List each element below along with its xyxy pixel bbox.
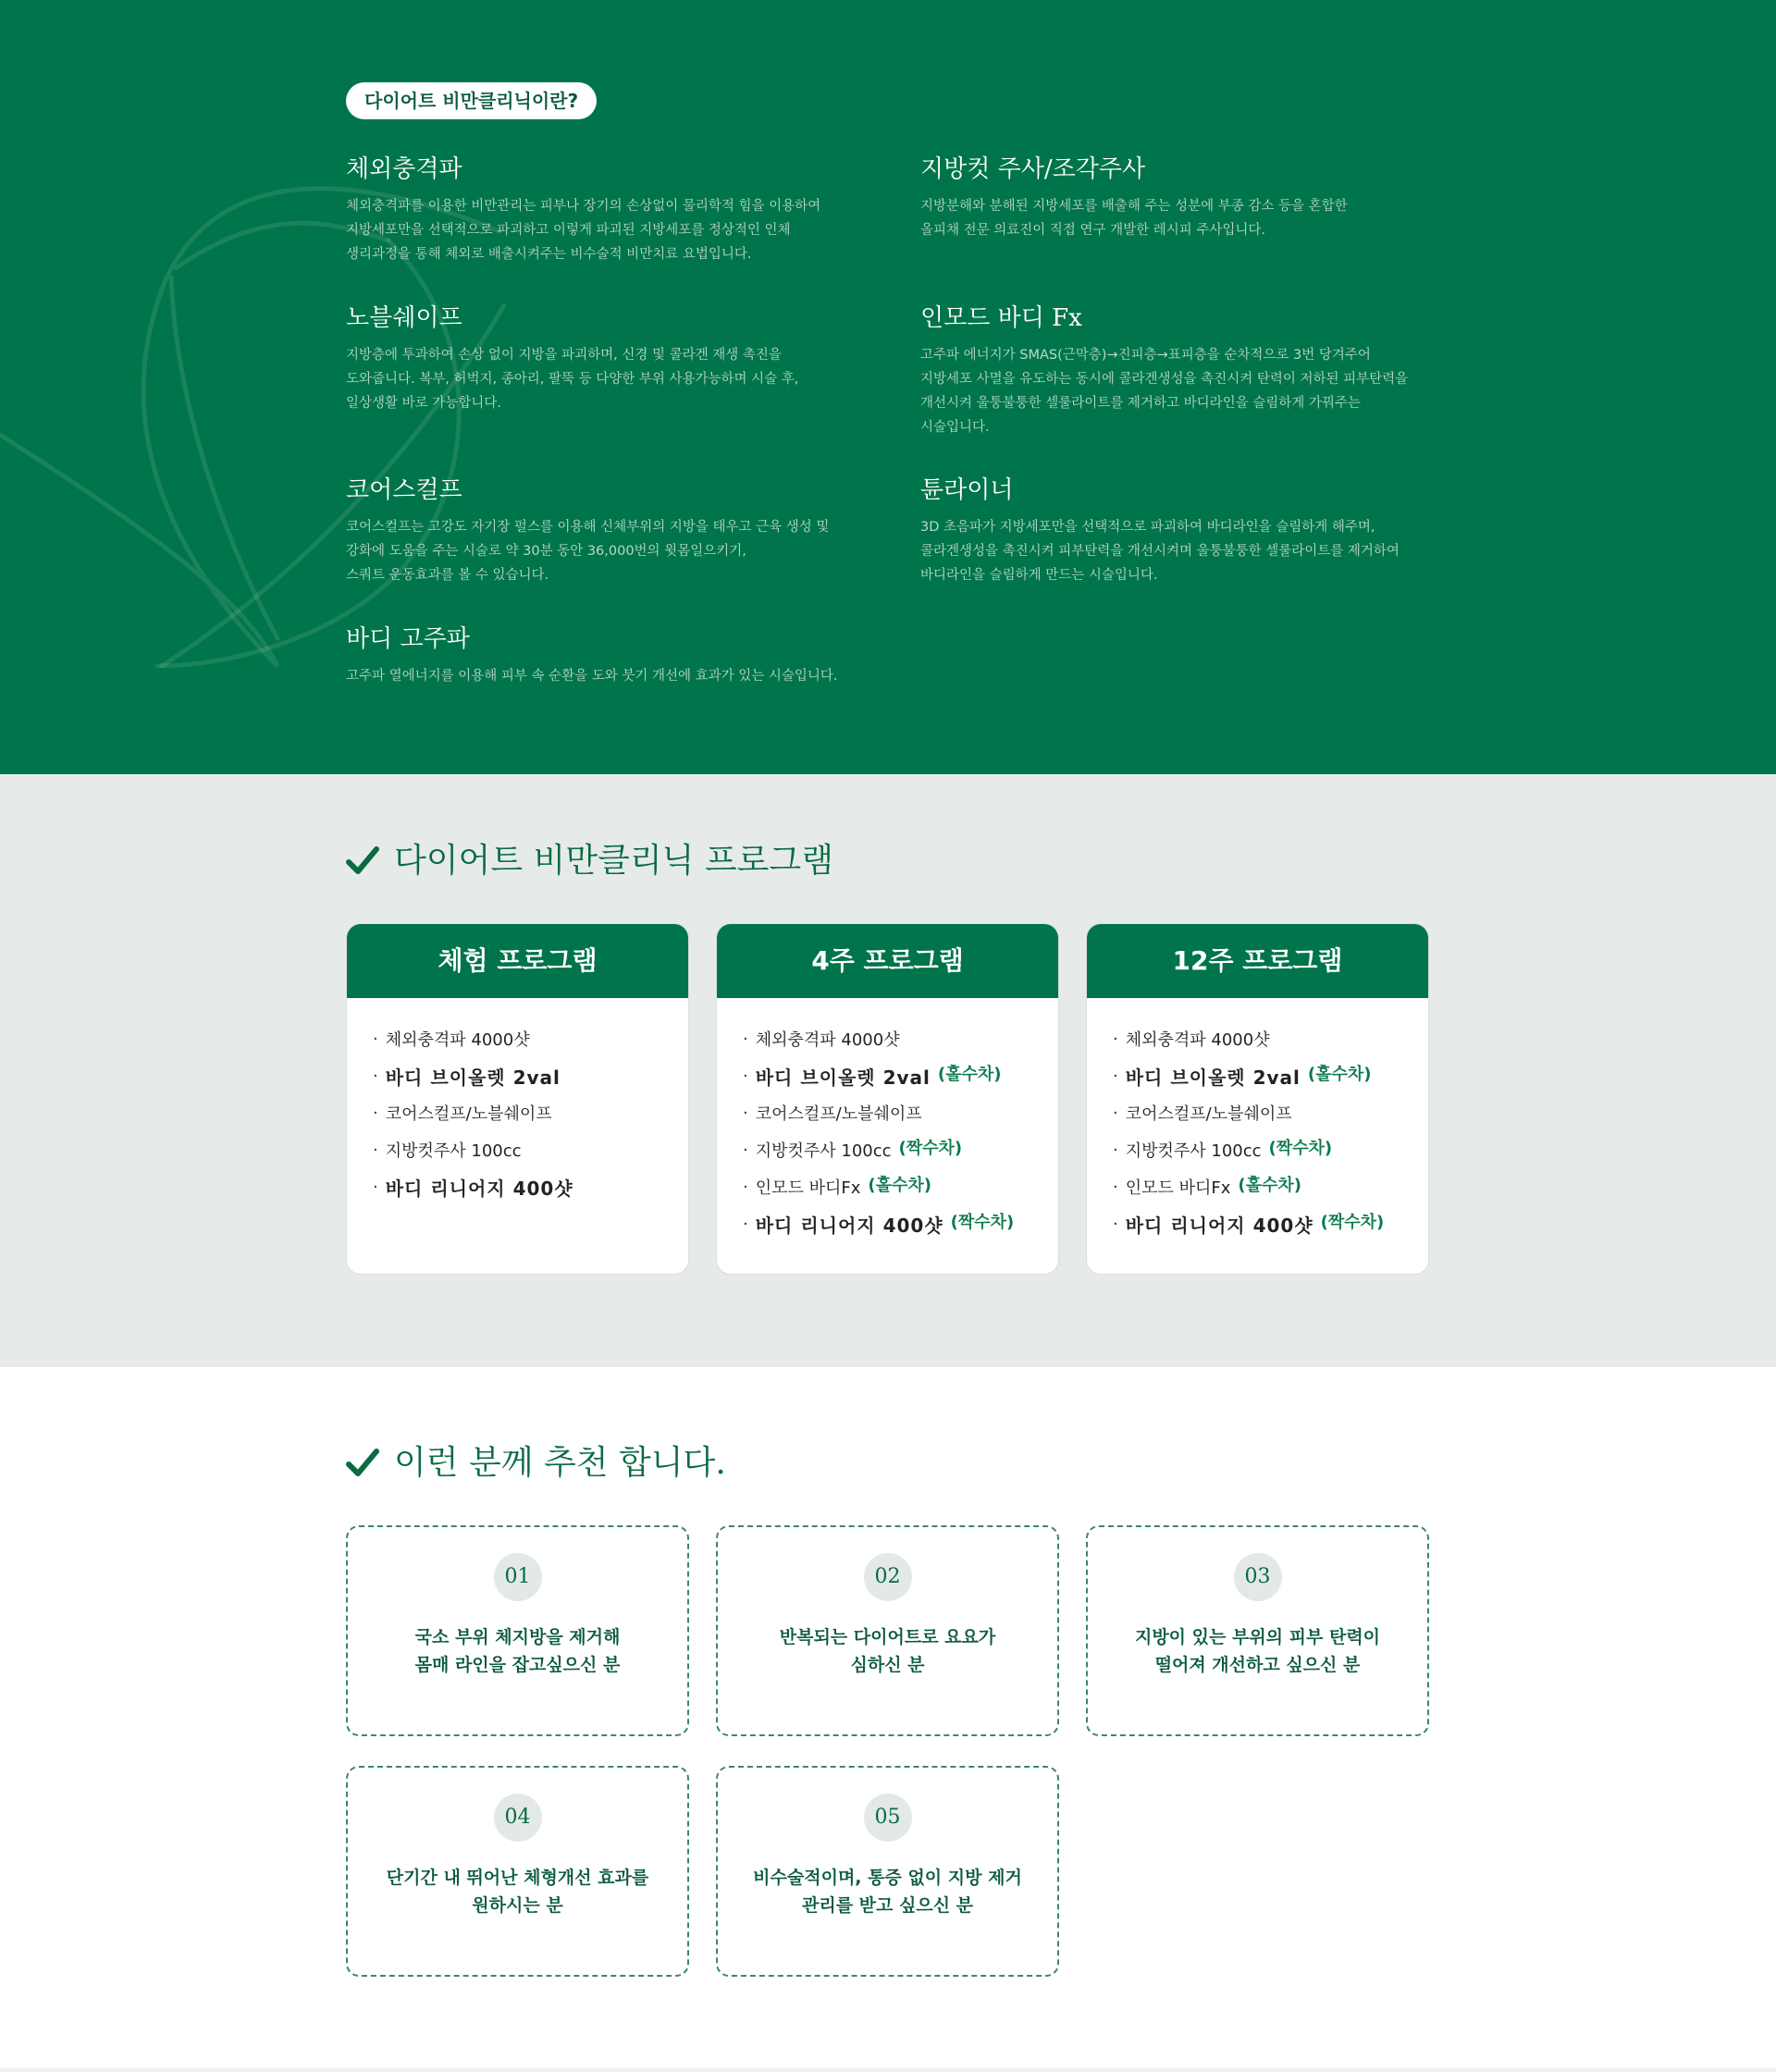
checkmark-icon bbox=[346, 1448, 379, 1479]
treatment-inmode-body-fx bbox=[920, 302, 1438, 439]
recommend-number: 02 bbox=[864, 1553, 912, 1601]
section-title bbox=[346, 1443, 726, 1484]
odd-session-tag: (홀수차) bbox=[1238, 1176, 1302, 1195]
even-session-tag: (짝수차) bbox=[950, 1213, 1015, 1232]
odd-session-tag: (홀수차) bbox=[868, 1176, 932, 1195]
treatment-desc: 고주파 열에너지를 이용해 피부 속 순환을 도와 붓기 개선에 효과가 있는 시술입니다. bbox=[346, 669, 838, 684]
recommend-text: 비수술적이며, 통증 없이 지방 제거 관리를 받고 싶으신 분 bbox=[753, 1868, 1022, 1916]
section-title bbox=[346, 841, 833, 882]
program-card-title: 4주 프로그램 bbox=[717, 924, 1058, 998]
recommend-number: 04 bbox=[494, 1794, 542, 1842]
program-item: · 바디 리니어지 400샷 (짝수차) bbox=[1113, 1205, 1428, 1242]
even-session-tag: (짝수차) bbox=[1320, 1213, 1385, 1232]
program-item: · 코어스컬프/노블쉐이프 bbox=[373, 1103, 552, 1124]
program-card-title: 체험 프로그램 bbox=[347, 924, 688, 998]
recommend-section bbox=[0, 1367, 1776, 2072]
program-card-title: 12주 프로그램 bbox=[1087, 924, 1428, 998]
program-item: · 바디 리니어지 400샷 bbox=[373, 1177, 574, 1200]
recommend-card bbox=[1086, 1525, 1429, 1736]
program-item: · 바디 리니어지 400샷 (짝수차) bbox=[743, 1205, 1058, 1242]
recommend-number: 05 bbox=[864, 1794, 912, 1842]
program-item-list bbox=[347, 998, 688, 1205]
treatment-noble-shape bbox=[346, 302, 864, 415]
program-item: · 바디 브이올렛 2val (홀수차) bbox=[1113, 1057, 1428, 1094]
treatment-desc: 지방층에 투과하여 손상 없이 지방을 파괴하며, 신경 및 콜라겐 재생 촉진을 도와줍니다. 복부, 허벅지, 종아리, 팔뚝 등 다양한 부위 사용가능하며 시술 후, 일상생활 바로 가능합니다. bbox=[346, 348, 799, 411]
recommend-card bbox=[716, 1766, 1059, 1977]
section-title-text: 다이어트 비만클리닉 프로그램 bbox=[394, 842, 833, 880]
recommend-text: 지방이 있는 부위의 피부 탄력이 떨어져 개선하고 싶으신 분 bbox=[1134, 1627, 1381, 1675]
treatment-shockwave bbox=[346, 154, 864, 266]
program-item: · 바디 브이올렛 2val bbox=[373, 1066, 561, 1089]
recommend-text: 국소 부위 체지방을 제거해 몸매 라인을 잡고싶으신 분 bbox=[414, 1627, 621, 1675]
even-session-tag: (짝수차) bbox=[1268, 1139, 1333, 1158]
program-item: · 코어스컬프/노블쉐이프 bbox=[1113, 1103, 1292, 1124]
treatment-title: 지방컷 주사/조각주사 bbox=[920, 155, 1146, 183]
program-item: · 체외충격파 4000샷 bbox=[1113, 1029, 1270, 1050]
treatment-desc: 지방분해와 분해된 지방세포를 배출해 주는 성분에 부종 감소 등을 혼합한 올피채 전문 의료진이 직접 연구 개발한 레시피 주사입니다. bbox=[920, 199, 1348, 238]
treatment-title: 튠라이너 bbox=[920, 476, 1014, 504]
treatment-desc: 고주파 에너지가 SMAS(근막층)→진피층→표피층을 순차적으로 3번 당겨주어 지방세포 사멸을 유도하는 동시에 콜라겐생성을 촉진시켜 탄력이 저하된 피부탄력을 개선시켜 울퉁불퉁한 셀룰라이트를 제거하고 바디라인을 슬림하게 가꿔주는 시술입니다. bbox=[920, 348, 1409, 435]
program-item: · 인모드 바디Fx (홀수차) bbox=[1113, 1168, 1428, 1205]
checkmark-icon bbox=[346, 845, 379, 877]
recommend-text: 단기간 내 뛰어난 체형개선 효과를 원하시는 분 bbox=[386, 1868, 649, 1916]
program-item: · 인모드 바디Fx (홀수차) bbox=[743, 1168, 1058, 1205]
intro-section bbox=[0, 0, 1776, 774]
treatment-desc: 3D 초음파가 지방세포만을 선택적으로 파괴하여 바디라인을 슬림하게 해주며, 콜라겐생성을 촉진시켜 피부탄력을 개선시켜며 울퉁불퉁한 셀룰라이트를 제거하여 바디라인을 슬림하게 만드는 시술입니다. bbox=[920, 520, 1400, 583]
treatment-title: 노블쉐이프 bbox=[346, 304, 462, 332]
recommend-card bbox=[346, 1766, 689, 1977]
intro-badge: 다이어트 비만클리닉이란? bbox=[346, 82, 597, 119]
program-card-12week bbox=[1086, 923, 1429, 1275]
treatment-tune-liner bbox=[920, 475, 1438, 587]
program-item: · 지방컷주사 100cc (짝수차) bbox=[1113, 1131, 1428, 1168]
treatment-title: 인모드 바디 Fx bbox=[920, 304, 1082, 332]
treatment-fatcut-injection bbox=[920, 154, 1438, 242]
programs-section bbox=[0, 774, 1776, 1367]
odd-session-tag: (홀수차) bbox=[1307, 1065, 1372, 1084]
treatment-title: 코어스컬프 bbox=[346, 476, 462, 504]
treatment-desc: 코어스컬프는 고강도 자기장 펄스를 이용해 신체부위의 지방을 태우고 근육 생성 및 강화에 도움을 주는 시술로 약 30분 동안 36,000번의 윗몸일으키기, 스쿼트 운동효과를 볼 수 있습니다. bbox=[346, 520, 830, 583]
section-title-text: 이런 분께 추천 합니다. bbox=[394, 1444, 726, 1482]
program-item: · 체외충격파 4000샷 bbox=[743, 1029, 900, 1050]
even-session-tag: (짝수차) bbox=[898, 1139, 963, 1158]
program-item: · 지방컷주사 100cc (짝수차) bbox=[743, 1131, 1058, 1168]
treatment-title: 바디 고주파 bbox=[346, 625, 470, 653]
treatment-desc: 체외충격파를 이용한 비만관리는 피부나 장기의 손상없이 물리학적 힘을 이용하여 지방세포만을 선택적으로 파괴하고 이렇게 파괴된 지방세포를 정상적인 인체 생리과정을 통해 체외로 배출시켜주는 비수술적 비만치료 요법입니다. bbox=[346, 199, 821, 262]
recommend-card bbox=[716, 1525, 1059, 1736]
treatment-core-sculpt bbox=[346, 475, 864, 587]
program-item: · 바디 브이올렛 2val (홀수차) bbox=[743, 1057, 1058, 1094]
treatment-title: 체외충격파 bbox=[346, 155, 462, 183]
program-item: · 코어스컬프/노블쉐이프 bbox=[743, 1103, 922, 1124]
recommend-text: 반복되는 다이어트로 요요가 심하신 분 bbox=[779, 1627, 996, 1675]
odd-session-tag: (홀수차) bbox=[937, 1065, 1002, 1084]
program-item-list bbox=[1087, 998, 1428, 1242]
recommend-number: 01 bbox=[494, 1553, 542, 1601]
recommend-number: 03 bbox=[1234, 1553, 1282, 1601]
program-card-4week bbox=[716, 923, 1059, 1275]
program-item: · 체외충격파 4000샷 bbox=[373, 1029, 530, 1050]
program-item: · 지방컷주사 100cc bbox=[373, 1140, 522, 1161]
page-divider bbox=[0, 2068, 1776, 2072]
treatment-body-rf bbox=[346, 623, 993, 688]
program-item-list bbox=[717, 998, 1058, 1242]
recommend-card bbox=[346, 1525, 689, 1736]
program-card-trial bbox=[346, 923, 689, 1275]
